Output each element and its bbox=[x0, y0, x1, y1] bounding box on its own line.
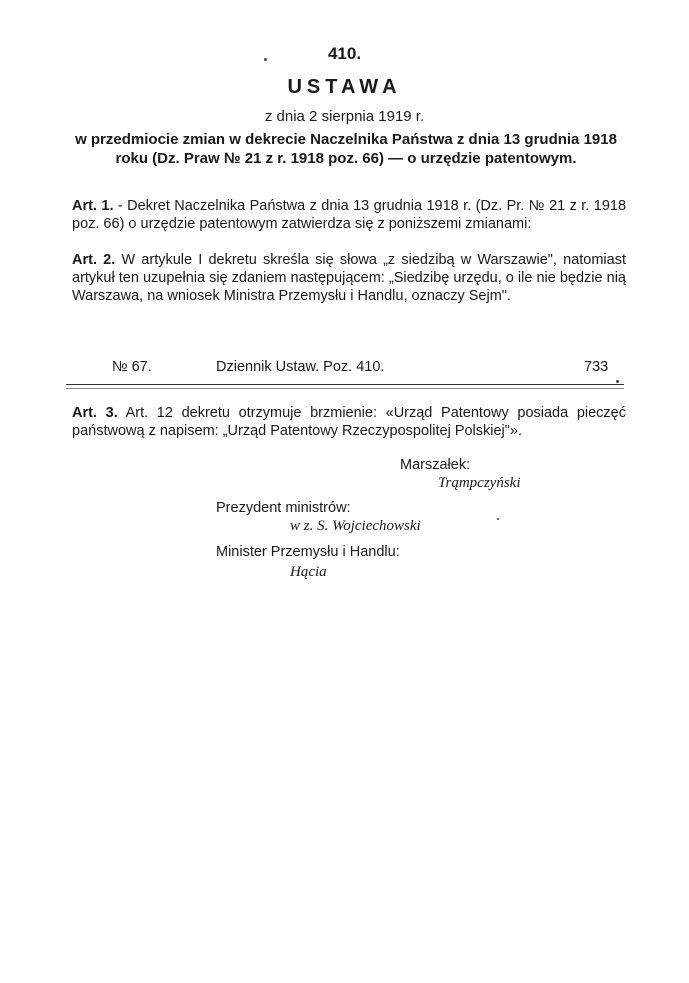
article-3-text: Art. 12 dekretu otrzymuje brzmienie: «Urząd Patentowy posiada pieczęć państwową z napisem: „Urząd Patentowy Rzeczypospolitej Polskiej"». bbox=[72, 405, 626, 439]
signature-title-prime-minister: Prezydent ministrów: bbox=[216, 500, 351, 516]
article-1-text: - Dekret Naczelnika Państwa z dnia 13 grudnia 1918 r. (Dz. Pr. № 21 z r. 1918 poz. 66) o urzędzie patentowym zatwierdza się z poniższemi zmianami: bbox=[72, 198, 627, 232]
signature-title-minister: Minister Przemysłu i Handlu: bbox=[216, 544, 400, 560]
signature-title-marshal: Marszałek: bbox=[400, 457, 471, 473]
article-2 bbox=[72, 251, 626, 305]
signature-name-marshal: Trąmpczyński bbox=[438, 475, 521, 491]
running-header-issue: № 67. bbox=[112, 359, 152, 375]
signature-name-prime-minister: w z. S. Wojciechowski bbox=[290, 518, 421, 534]
header-rule bbox=[66, 384, 624, 385]
article-3-label: Art. 3. bbox=[72, 405, 118, 421]
act-date: z dnia 2 sierpnia 1919 r. bbox=[264, 108, 425, 125]
running-header-page: 733 bbox=[584, 359, 609, 375]
article-2-text: W artykule I dekretu skreśla się słowa „z siedzibą w Warszawie", natomiast artykuł ten uzupełnia się zdaniem następującem: „Siedzibę urzędu, o ile nie będzie nią Warszawa, na wniosek Ministra Przemysłu i Handlu, oznaczy Sejm". bbox=[72, 252, 626, 304]
scan-speck bbox=[616, 380, 619, 383]
act-number: 410. bbox=[327, 44, 362, 63]
scan-speck bbox=[497, 518, 499, 520]
act-title: USTAWA bbox=[287, 76, 402, 98]
running-header-journal: Dziennik Ustaw. Poz. 410. bbox=[216, 359, 385, 375]
article-1 bbox=[72, 197, 626, 233]
article-3 bbox=[72, 404, 626, 440]
act-subject: w przedmiocie zmian w dekrecie Naczelnika Państwa z dnia 13 grudnia 1918 roku (Dz. Praw № 21 z r. 1918 poz. 66) — o urzędzie patentowym. bbox=[75, 131, 617, 167]
signature-name-minister: Hącia bbox=[290, 564, 327, 580]
article-1-label: Art. 1. bbox=[72, 198, 114, 214]
header-rule-secondary bbox=[66, 388, 624, 389]
article-2-label: Art. 2. bbox=[72, 252, 116, 268]
scan-speck bbox=[264, 58, 267, 61]
